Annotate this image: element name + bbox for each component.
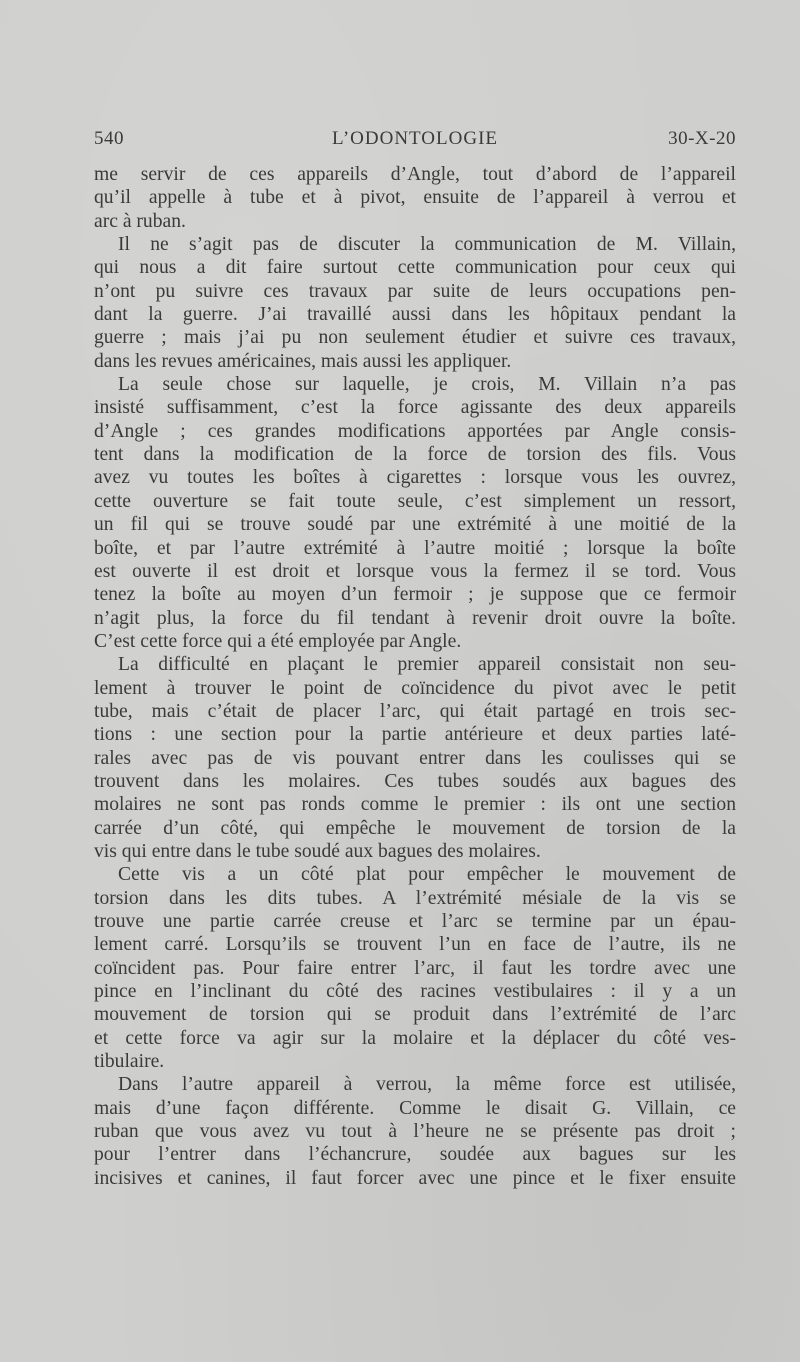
text-line: et cette force va agir sur la molaire et la déplacer du côté ves- — [94, 1027, 736, 1049]
text-line: ruban que vous avez vu tout à l’heure ne se présente pas droit ; — [94, 1121, 736, 1143]
text-line: arc à ruban. — [94, 210, 186, 232]
text-line: est ouverte il est droit et lorsque vous la fermez il se tord. Vous — [94, 560, 736, 582]
text-line: rales avec pas de vis pouvant entrer dans les coulisses qui se — [94, 747, 736, 769]
text-line: n’agit plus, la force du fil tendant à revenir droit ouvre la boîte. — [94, 607, 736, 629]
text-line: mouvement de torsion qui se produit dans l’extrémité de l’arc — [94, 1004, 736, 1026]
page-number: 540 — [94, 128, 124, 149]
text-line: Cette vis a un côté plat pour empêcher le mouvement de — [118, 864, 736, 886]
text-line: avez vu toutes les boîtes à cigarettes : lorsque vous les ouvrez, — [94, 467, 736, 489]
text-line: tube, mais c’était de placer l’arc, qui était partagé en trois sec- — [94, 700, 736, 722]
text-line: coïncident pas. Pour faire entrer l’arc, il faut les tordre avec une — [94, 957, 736, 979]
text-line: Dans l’autre appareil à verrou, la même force est utilisée, — [118, 1074, 736, 1096]
text-line: lement à trouver le point de coïncidence du pivot avec le petit — [94, 677, 736, 699]
text-line: molaires ne sont pas ronds comme le premier : ils ont une section — [94, 794, 736, 816]
text-line: me servir de ces appareils d’Angle, tout d’abord de l’appareil — [94, 164, 736, 185]
text-line: mais d’une façon différente. Comme le disait G. Villain, ce — [94, 1097, 736, 1119]
text-line: tibulaire. — [94, 1051, 165, 1073]
issue-date: 30-X-20 — [668, 128, 736, 149]
journal-title: L’ODONTOLOGIE — [331, 128, 499, 149]
text-line: tions : une section pour la partie antérieure et deux parties laté- — [94, 724, 736, 746]
text-line: cette ouverture se fait toute seule, c’est simplement un ressort, — [94, 490, 736, 512]
text-line: qu’il appelle à tube et à pivot, ensuite de l’appareil à verrou et — [94, 187, 736, 209]
text-line: insisté suffisamment, c’est la force agissante des deux appareils — [94, 397, 736, 419]
text-line: incisives et canines, il faut forcer avec une pince et le fixer ensuite — [94, 1167, 736, 1189]
text-line: n’ont pu suivre ces travaux par suite de leurs occupations pen- — [94, 280, 736, 302]
text-line: boîte, et par l’autre extrémité à l’autre moitié ; lorsque la boîte — [94, 537, 736, 559]
text-line: La difficulté en plaçant le premier appareil consistait non seu- — [118, 654, 736, 676]
text-line: carrée d’un côté, qui empêche le mouvement de torsion de la — [94, 817, 736, 839]
text-line: pour l’entrer dans l’échancrure, soudée aux bagues sur les — [94, 1144, 736, 1166]
text-line: torsion dans les dits tubes. A l’extrémité mésiale de la vis se — [94, 887, 736, 909]
text-line: Il ne s’agit pas de discuter la communication de M. Villain, — [118, 234, 736, 256]
body-text — [94, 163, 736, 1190]
text-line: C’est cette force qui a été employée par Angle. — [94, 630, 462, 652]
running-head — [94, 128, 736, 158]
text-line: dans les revues américaines, mais aussi les appliquer. — [94, 350, 512, 372]
text-line: vis qui entre dans le tube soudé aux bagues des molaires. — [94, 840, 541, 862]
text-line: guerre ; mais j’ai pu non seulement étudier et suivre ces travaux, — [94, 327, 736, 349]
text-line: pince en l’inclinant du côté des racines vestibulaires : il y a un — [94, 981, 736, 1003]
text-line: tent dans la modification de la force de torsion des fils. Vous — [94, 444, 736, 466]
text-line: tenez la boîte au moyen d’un fermoir ; je suppose que ce fermoir — [94, 584, 736, 606]
text-line: La seule chose sur laquelle, je crois, M. Villain n’a pas — [118, 374, 736, 396]
text-line: qui nous a dit faire surtout cette communication pour ceux qui — [94, 257, 736, 279]
text-line: trouve une partie carrée creuse et l’arc se termine par un épau- — [94, 911, 736, 932]
text-line: dant la guerre. J’ai travaillé aussi dans les hôpitaux pendant la — [94, 304, 736, 326]
text-line: lement carré. Lorsqu’ils se trouvent l’un en face de l’autre, ils ne — [94, 934, 736, 956]
text-line: trouvent dans les molaires. Ces tubes soudés aux bagues des — [94, 770, 736, 792]
text-line: un fil qui se trouve soudé par une extrémité à une moitié de la — [94, 514, 736, 536]
text-line: d’Angle ; ces grandes modifications apportées par Angle consis- — [94, 420, 736, 442]
